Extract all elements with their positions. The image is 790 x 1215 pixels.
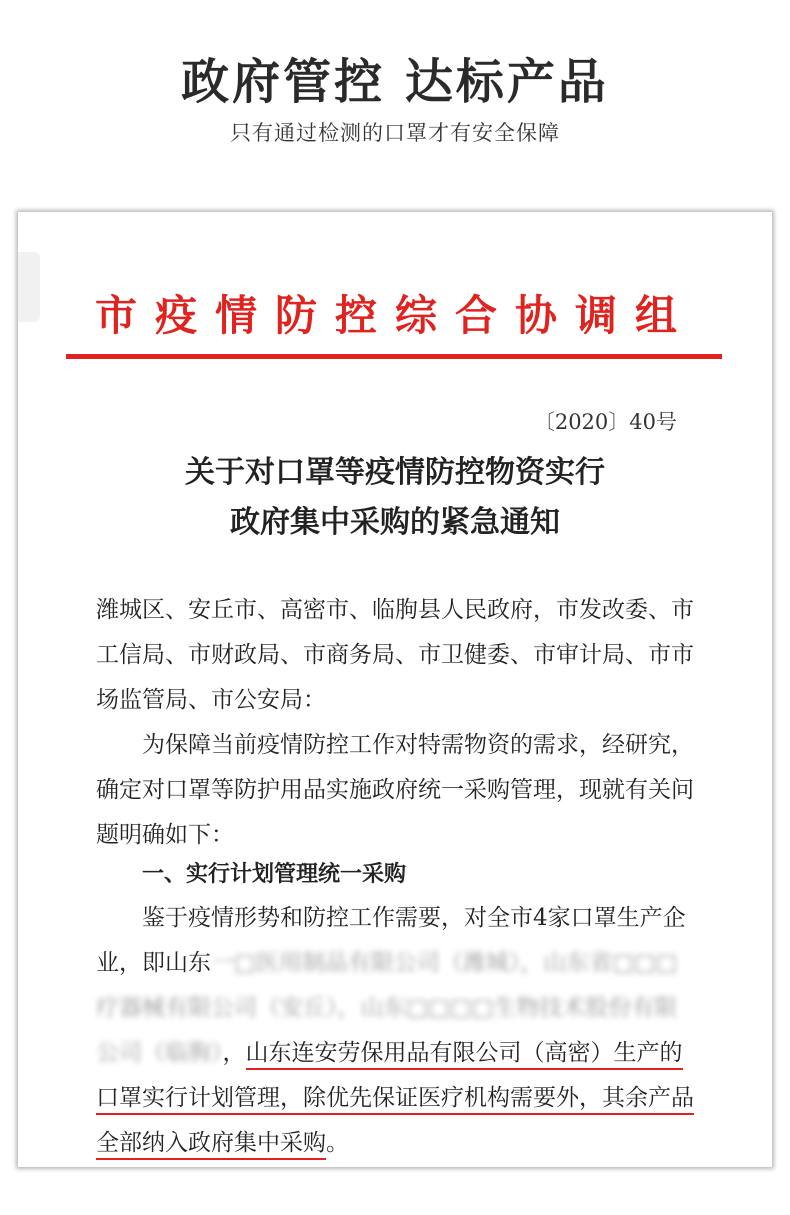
intro-line: 为保障当前疫情防控工作对特需物资的需求，经研究， [142,732,694,758]
redacted-text: 公司（临朐） [96,1040,223,1066]
section1-line [96,1121,696,1166]
document-number: 〔2020〕40号 [533,410,677,434]
section1-paragraph [96,896,696,1166]
recipients-line: 潍城区、安丘市、高密市、临朐县人民政府，市发改委、市 [96,597,694,623]
recipients-line: 工信局、市财政局、市商务局、市卫健委、市审计局、市市 [96,642,694,668]
page-headline: 政府管控 达标产品 [181,54,609,110]
section1-line [96,986,696,1031]
section-heading: 一、实行计划管理统一采购 [142,862,407,887]
document-title-line1: 关于对口罩等疫情防控物资实行 [185,455,605,490]
red-divider-line [66,354,722,359]
underlined-text: 全部纳入政府集中采购 [96,1130,326,1160]
redacted-text: 疗器械有限公司（安丘），山东□□□□生物技术股份有限 [96,995,678,1021]
section1-line [96,941,696,986]
intro-line: 确定对口罩等防护用品实施政府统一采购管理，现就有关问 [96,777,694,803]
underlined-text: 口罩实行计划管理，除优先保证医疗机构需要外，其余产品 [96,1085,694,1115]
document-scan [18,212,772,1167]
intro-paragraph [96,723,696,858]
recipients-line: 场监管局、市公安局： [96,687,326,713]
section1-line: 鉴于疫情形势和防控工作需要，对全市4家口罩生产企 [142,905,686,931]
intro-line: 题明确如下： [96,822,234,848]
underlined-text: 山东连安劳保用品有限公司（高密）生产的 [246,1040,683,1070]
document-title-line2: 政府集中采购的紧急通知 [230,505,560,540]
section1-line [96,1076,696,1121]
section1-line [96,1031,696,1076]
recipients-paragraph [96,588,696,723]
section1-text: 业，即山东 [96,950,211,976]
section1-text: 。 [326,1130,349,1156]
redacted-text: 一□医用制品有限公司（潍城），山东省□□□ [211,950,678,976]
issuing-organization: 市疫情防控综合协调组 [94,291,695,340]
page-subline: 只有通过检测的口罩才有安全保障 [230,121,560,145]
section1-text: ， [222,1040,246,1066]
section1-heading-block [96,852,696,897]
